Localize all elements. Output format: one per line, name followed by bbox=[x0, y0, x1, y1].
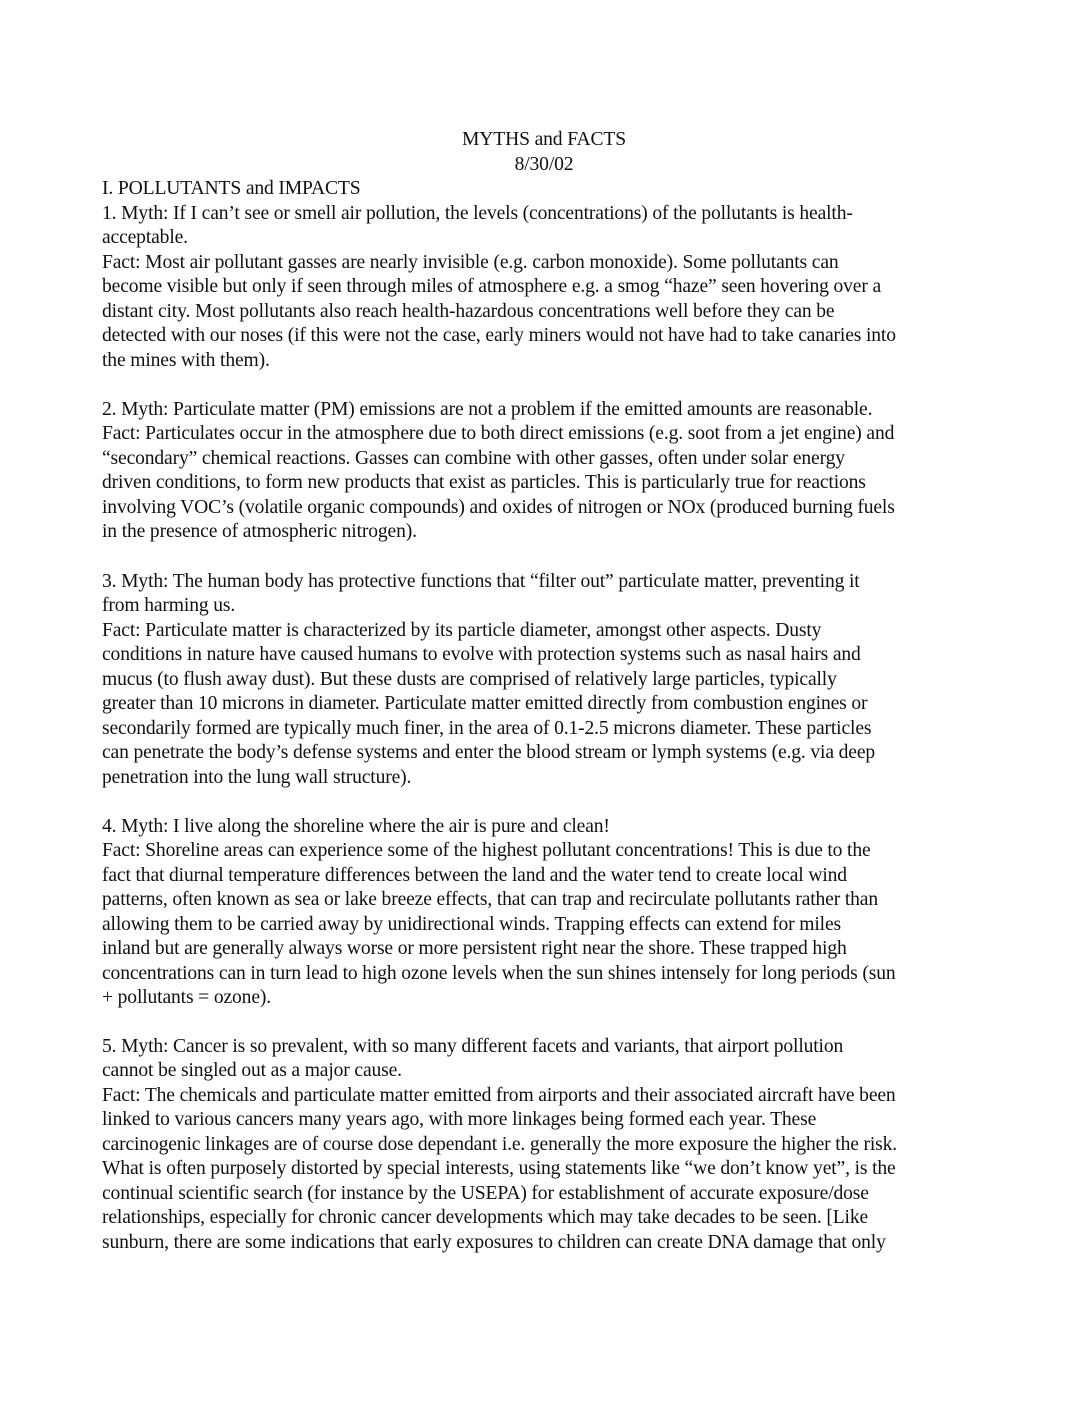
fact-line: What is often purposely distorted by special interests, using statements like “we don’t know yet”, is the bbox=[102, 1158, 896, 1179]
fact-line: allowing them to be carried away by unidirectional winds. Trapping effects can extend for miles bbox=[102, 914, 841, 935]
myth-line: 4. Myth: I live along the shoreline where the air is pure and clean! bbox=[102, 816, 610, 837]
myth-line: cannot be singled out as a major cause. bbox=[102, 1060, 402, 1081]
document-date: 8/30/02 bbox=[514, 154, 574, 175]
fact-line: relationships, especially for chronic cancer developments which may take decades to be seen. [Like bbox=[102, 1207, 869, 1228]
fact-line: Fact: Particulate matter is characterized by its particle diameter, amongst other aspects. Dusty bbox=[102, 620, 822, 641]
fact-line: linked to various cancers many years ago, with more linkages being formed each year. These bbox=[102, 1109, 817, 1130]
fact-line: secondarily formed are typically much finer, in the area of 0.1-2.5 microns diameter. These particles bbox=[102, 718, 872, 739]
fact-line: patterns, often known as sea or lake breeze effects, that can trap and recirculate pollutants rather than bbox=[102, 889, 878, 910]
fact-line: in the presence of atmospheric nitrogen). bbox=[102, 521, 417, 542]
fact-line: greater than 10 microns in diameter. Particulate matter emitted directly from combustion engines or bbox=[102, 693, 868, 714]
fact-line: Fact: Particulates occur in the atmosphere due to both direct emissions (e.g. soot from a jet engine) and bbox=[102, 423, 895, 444]
fact-line: Fact: Shoreline areas can experience some of the highest pollutant concentrations! This is due to the bbox=[102, 840, 871, 861]
fact-line: continual scientific search (for instance by the USEPA) for establishment of accurate exposure/dose bbox=[102, 1183, 869, 1204]
fact-line: conditions in nature have caused humans to evolve with protection systems such as nasal hairs and bbox=[102, 644, 861, 665]
fact-line: become visible but only if seen through miles of atmosphere e.g. a smog “haze” seen hovering over a bbox=[102, 276, 881, 297]
fact-line: penetration into the lung wall structure). bbox=[102, 767, 412, 788]
fact-line: Fact: Most air pollutant gasses are nearly invisible (e.g. carbon monoxide). Some pollutants can bbox=[102, 252, 839, 273]
fact-line: driven conditions, to form new products that exist as particles. This is particularly true for reactions bbox=[102, 472, 866, 493]
myth-line: 3. Myth: The human body has protective functions that “filter out” particulate matter, preventing it bbox=[102, 571, 860, 592]
fact-line: mucus (to flush away dust). But these dusts are comprised of relatively large particles, typically bbox=[102, 669, 837, 690]
myth-line: acceptable. bbox=[102, 227, 188, 248]
fact-line: distant city. Most pollutants also reach health-hazardous concentrations well before they can be bbox=[102, 301, 835, 322]
myth-line: 5. Myth: Cancer is so prevalent, with so many different facets and variants, that airport pollution bbox=[102, 1036, 844, 1057]
fact-line: can penetrate the body’s defense systems and enter the blood stream or lymph systems (e.g. via deep bbox=[102, 742, 876, 763]
document-title: MYTHS and FACTS bbox=[462, 129, 626, 150]
myth-line: from harming us. bbox=[102, 595, 236, 616]
fact-line: fact that diurnal temperature differences between the land and the water tend to create local wind bbox=[102, 865, 847, 886]
fact-line: + pollutants = ozone). bbox=[102, 987, 271, 1008]
fact-line: “secondary” chemical reactions. Gasses can combine with other gasses, often under solar energy bbox=[102, 448, 845, 469]
fact-line: sunburn, there are some indications that early exposures to children can create DNA damage that only bbox=[102, 1232, 886, 1253]
myth-line: 2. Myth: Particulate matter (PM) emissions are not a problem if the emitted amounts are reasonable. bbox=[102, 399, 873, 420]
fact-line: involving VOC’s (volatile organic compounds) and oxides of nitrogen or NOx (produced burning fuels bbox=[102, 497, 895, 518]
fact-line: inland but are generally always worse or more persistent right near the shore. These trapped high bbox=[102, 938, 847, 959]
fact-line: concentrations can in turn lead to high ozone levels when the sun shines intensely for long periods (sun bbox=[102, 963, 896, 984]
section-heading: I. POLLUTANTS and IMPACTS bbox=[102, 178, 361, 199]
myth-line: 1. Myth: If I can’t see or smell air pollution, the levels (concentrations) of the pollutants is health- bbox=[102, 203, 853, 224]
fact-line: carcinogenic linkages are of course dose dependant i.e. generally the more exposure the higher the risk. bbox=[102, 1134, 898, 1155]
fact-line: Fact: The chemicals and particulate matter emitted from airports and their associated aircraft have been bbox=[102, 1085, 896, 1106]
fact-line: the mines with them). bbox=[102, 350, 270, 371]
fact-line: detected with our noses (if this were not the case, early miners would not have had to take canaries into bbox=[102, 325, 896, 346]
